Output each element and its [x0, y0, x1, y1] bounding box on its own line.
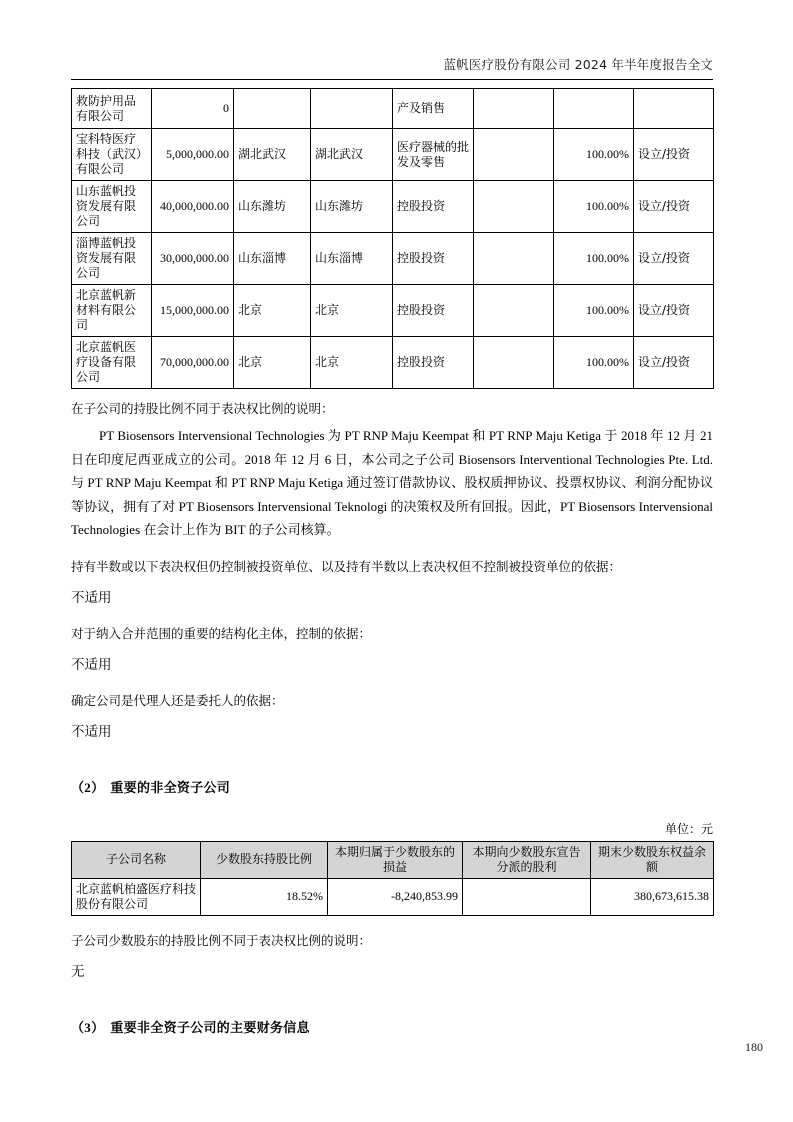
cell-indirect-ratio: 100.00%: [554, 181, 634, 233]
answer-agent-or-principal: 不适用: [71, 723, 112, 740]
col-header-minority-equity-balance: 期末少数股东权益余额: [591, 841, 714, 878]
table-row: [72, 285, 714, 337]
section-2-number: （2）: [71, 779, 105, 795]
section-3-heading: [71, 1017, 713, 1036]
section-3-title: 重要非全资子公司的主要财务信息: [110, 1020, 310, 1036]
running-header: 蓝帆医疗股份有限公司 2024 年半年度报告全文: [443, 57, 713, 72]
cell-direct-ratio: [474, 285, 554, 337]
cell-acquire-method: 设立/投资: [634, 285, 714, 337]
note-bit-paragraph: PT Biosensors Intervensional Technologies 为 PT RNP Maju Keempat 和 PT RNP Maju Ketiga 于 2018 年 12 月 21 日在印度尼西亚成立的公司。2018 年 12 月 6 日，本公司之子公司 Biosensors Interventional Technologies Pte. Ltd.与 PT RNP Maju Keempat 和 PT RNP Maju Ketiga 通过签订借款协议、股权质押协议、投票权协议、利润分配协议等协议，拥有了对 PT Biosensors Intervensional Teknologi 的决策权及所有回报。因此，PT Biosensors Intervensional Technologies 在会计上作为 BIT 的子公司核算。: [71, 428, 713, 537]
cell-subsidiary-name: 救防护用品有限公司: [72, 89, 152, 129]
cell-indirect-ratio: [554, 89, 634, 129]
cell-registered-capital: 40,000,000.00: [152, 181, 234, 233]
cell-subsidiary-name: 淄博蓝帆投资发展有限公司: [72, 233, 152, 285]
cell-subsidiary-name: 山东蓝帆投资发展有限公司: [72, 181, 152, 233]
cell-indirect-ratio: 100.00%: [554, 337, 634, 389]
cell-direct-ratio: [474, 129, 554, 181]
answer-half-voting: 不适用: [71, 589, 112, 606]
cell-direct-ratio: [474, 337, 554, 389]
subsidiary-table-body: [72, 89, 714, 389]
note-heading-holding-vs-voting: 在子公司的持股比例不同于表决权比例的说明：: [71, 401, 334, 416]
cell-registration-place: 北京: [234, 337, 311, 389]
page-content: [71, 88, 713, 1036]
cell-direct-ratio: [474, 181, 554, 233]
cell-business-nature: 控股投资: [393, 181, 474, 233]
question-half-voting: 持有半数或以下表决权但仍控制被投资单位、以及持有半数以上表决权但不控制被投资单位的依据：: [71, 558, 622, 574]
col-header-subsidiary-name: 子公司名称: [72, 841, 201, 878]
table-row: [72, 89, 714, 129]
cell-registered-capital: 15,000,000.00: [152, 285, 234, 337]
unit-label: 单位：元: [664, 821, 713, 836]
section-3-number: （3）: [71, 1019, 105, 1035]
cell-registration-place: 山东潍坊: [234, 181, 311, 233]
cell-business-nature: 产及销售: [393, 89, 474, 129]
table-row: [72, 878, 714, 915]
table-row: [72, 181, 714, 233]
cell-registration-place: 山东淄博: [234, 233, 311, 285]
subsidiary-table: [71, 88, 714, 389]
cell-business-nature: 控股投资: [393, 337, 474, 389]
answer-minority-holding-vs-voting: 无: [71, 963, 85, 980]
cell-acquire-method: 设立/投资: [634, 233, 714, 285]
cell-minority-ratio: 18.52%: [201, 878, 328, 915]
cell-indirect-ratio: 100.00%: [554, 233, 634, 285]
cell-business-nature: 医疗器械的批发及零售: [393, 129, 474, 181]
cell-registered-capital: 70,000,000.00: [152, 337, 234, 389]
cell-declared-dividend: [463, 878, 591, 915]
non-wholly-owned-table-body: [72, 878, 714, 915]
cell-business-nature: 控股投资: [393, 285, 474, 337]
non-wholly-owned-table-head: [72, 841, 714, 878]
cell-direct-ratio: [474, 233, 554, 285]
non-wholly-owned-subsidiary-table: [71, 841, 714, 916]
cell-business-place: 湖北武汉: [311, 129, 393, 181]
cell-acquire-method: [634, 89, 714, 129]
question-minority-holding-vs-voting: 子公司少数股东的持股比例不同于表决权比例的说明：: [71, 932, 372, 948]
table-row: [72, 337, 714, 389]
section-2-title: 重要的非全资子公司: [110, 780, 231, 796]
cell-business-place: 山东潍坊: [311, 181, 393, 233]
table-header-row: [72, 841, 714, 878]
cell-subsidiary-name: 北京蓝帆医疗设备有限公司: [72, 337, 152, 389]
cell-minority-profit: -8,240,853.99: [328, 878, 463, 915]
col-header-declared-dividend: 本期向少数股东宣告分派的股利: [463, 841, 591, 878]
cell-subsidiary-name: 北京蓝帆柏盛医疗科技股份有限公司: [72, 878, 201, 915]
cell-acquire-method: 设立/投资: [634, 337, 714, 389]
header-rule: [71, 79, 713, 80]
cell-registered-capital: 5,000,000.00: [152, 129, 234, 181]
col-header-minority-profit: 本期归属于少数股东的损益: [328, 841, 463, 878]
cell-direct-ratio: [474, 89, 554, 129]
section-2-heading: [71, 777, 713, 796]
cell-minority-equity-balance: 380,673,615.38: [591, 878, 714, 915]
cell-subsidiary-name: 宝科特医疗科技（武汉）有限公司: [72, 129, 152, 181]
cell-registration-place: 北京: [234, 285, 311, 337]
question-structured-entity: 对于纳入合并范围的重要的结构化主体，控制的依据：: [71, 625, 372, 641]
cell-business-nature: 控股投资: [393, 233, 474, 285]
cell-acquire-method: 设立/投资: [634, 181, 714, 233]
cell-registered-capital: 0: [152, 89, 234, 129]
cell-business-place: [311, 89, 393, 129]
cell-business-place: 北京: [311, 337, 393, 389]
table-row: [72, 129, 714, 181]
cell-business-place: 山东淄博: [311, 233, 393, 285]
cell-registered-capital: 30,000,000.00: [152, 233, 234, 285]
question-agent-or-principal: 确定公司是代理人还是委托人的依据：: [71, 692, 284, 708]
col-header-minority-ratio: 少数股东持股比例: [201, 841, 328, 878]
page-number: 180: [745, 1040, 763, 1054]
cell-subsidiary-name: 北京蓝帆新材料有限公司: [72, 285, 152, 337]
cell-acquire-method: 设立/投资: [634, 129, 714, 181]
table-row: [72, 233, 714, 285]
cell-indirect-ratio: 100.00%: [554, 285, 634, 337]
cell-registration-place: [234, 89, 311, 129]
answer-structured-entity: 不适用: [71, 656, 112, 673]
cell-registration-place: 湖北武汉: [234, 129, 311, 181]
cell-indirect-ratio: 100.00%: [554, 129, 634, 181]
cell-business-place: 北京: [311, 285, 393, 337]
